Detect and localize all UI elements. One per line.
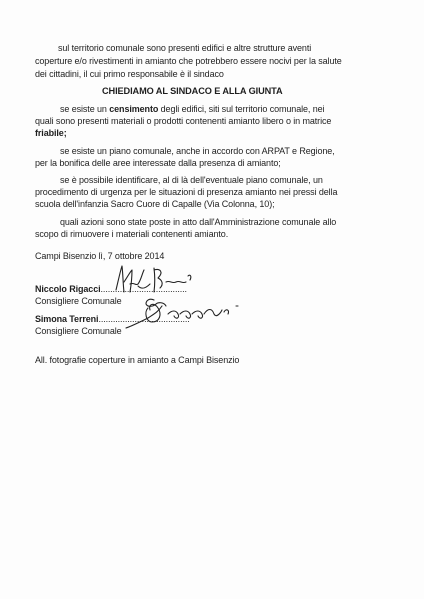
request-2-line-2: per la bonifica delle aree interessate dalla presenza di amianto;	[35, 158, 281, 168]
request-1-line-3: friabile;	[35, 128, 67, 138]
request-1-text-cont: degli edifici, siti sul territorio comunale, nei	[158, 104, 325, 114]
census-emphasis: censimento	[109, 104, 159, 114]
signatory-2-name: Simona Terreni	[35, 314, 99, 324]
request-1-text: se esiste un	[60, 104, 110, 114]
request-3-line-1: se è possibile identificare, al di là dell'eventuale piano comunale, un	[60, 175, 323, 185]
request-1-line-2: quali sono presenti materiali o prodotti contenenti amianto libero o in matrice	[35, 116, 332, 126]
request-4-line-2: scopo di rimuovere i materiali contenenti amianto.	[35, 229, 229, 239]
request-1-line-1	[60, 104, 324, 115]
request-2-line-1: se esiste un piano comunale, anche in accordo con ARPAT e Regione,	[60, 146, 335, 156]
request-3-line-3: scuola dell'infanzia Sacro Cuore di Capalle (Via Colonna, 10);	[35, 199, 275, 209]
request-4-line-1: quali azioni sono state poste in atto dall'Amministrazione comunale allo	[60, 217, 337, 227]
section-heading: CHIEDIAMO AL SINDACO E ALLA GIUNTA	[102, 86, 283, 96]
handwritten-signature-2	[120, 292, 265, 332]
intro-line-3: dei cittadini, il cui primo responsabile è il sindaco	[35, 69, 224, 79]
signatory-1-line	[35, 284, 187, 295]
signatory-2-line	[35, 314, 190, 325]
signatory-2-role: Consigliere Comunale	[35, 326, 122, 336]
signature-dots-2: ......................................	[98, 314, 190, 324]
signatory-1-name: Niccolo Rigacci	[35, 284, 101, 294]
signatory-1-role: Consigliere Comunale	[35, 296, 122, 306]
intro-line-1: sul territorio comunale sono presenti edifici e altre strutture aventi	[58, 43, 312, 53]
request-3-line-2: procedimento di urgenza per le situazioni di presenza amianto nei pressi della	[35, 187, 338, 197]
place-date: Campi Bisenzio lì, 7 ottobre 2014	[35, 251, 165, 261]
attachment-note: All. fotografie coperture in amianto a Campi Bisenzio	[35, 355, 240, 365]
signature-dots-1: ....................................	[100, 284, 187, 294]
intro-line-2: coperture e/o rivestimenti in amianto che potrebbero essere nocivi per la salute	[35, 56, 342, 66]
